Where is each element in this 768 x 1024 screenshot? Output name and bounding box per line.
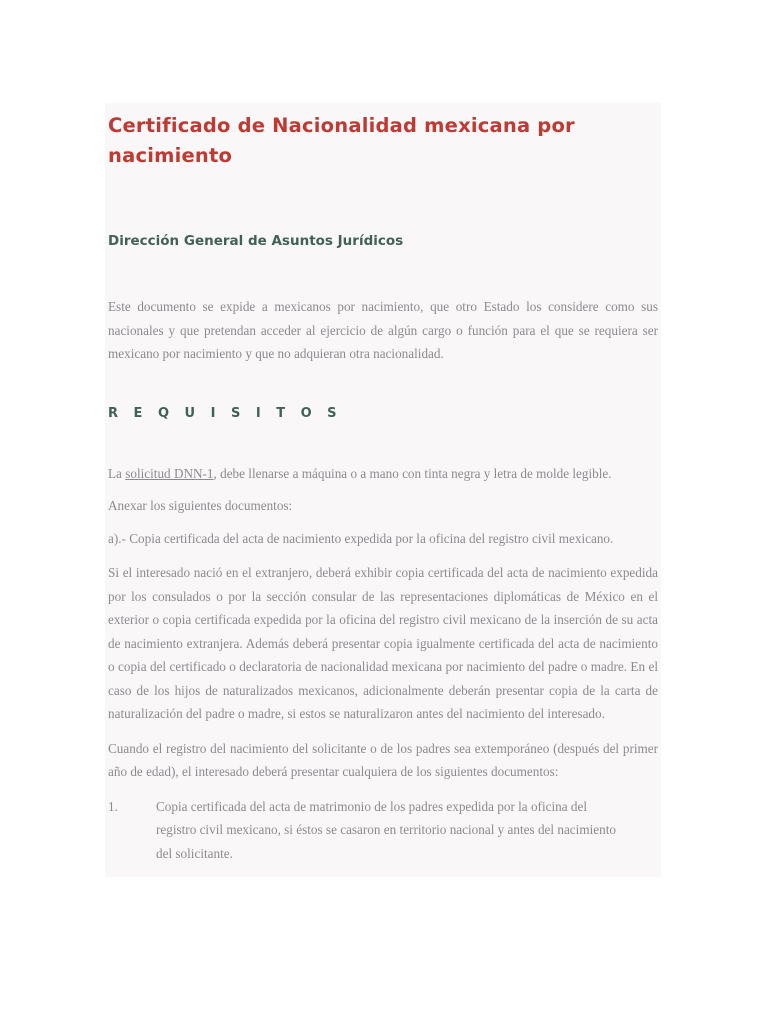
foreign-birth-paragraph: Si el interesado nació en el extranjero, deberá exhibir copia certificada del acta de nacimiento expedida por los consulados o por la sección consular de las representaciones diplomáticas de México en el exterior o copia certificada expedida por la oficina del registro civil mexicano de la inserción de su acta de nacimiento extranjera. Además deberá presentar copia igualmente certificada del acta de nacimiento o copia del certificado o declaratoria de nacionalidad mexicana por nacimiento del padre o madre. En el caso de los hijos de naturalizados mexicanos, adicionalmente deberán presentar copia de la carta de naturalización del padre o madre, si estos se naturalizaron antes del nacimiento del interesado. (108, 565, 658, 721)
solicitud-dnn1-link[interactable]: solicitud DNN-1 (125, 465, 214, 481)
document-subheading: Dirección General de Asuntos Jurídicos (108, 233, 404, 249)
requirement-solicitud-paragraph (105, 462, 661, 486)
late-registration-paragraph: Cuando el registro del nacimiento del solicitante o de los padres sea extemporáneo (después del primer año de edad), el interesado deberá presentar cualquiera de los siguientes documentos: (108, 740, 658, 779)
list-item (108, 795, 658, 866)
numbered-requirements-list (105, 784, 661, 866)
document-inner (105, 103, 661, 865)
intro-paragraph: Este documento se expide a mexicanos por nacimiento, que otro Estado los considere como sus nacionales y que pretendan acceder al ejercicio de algún cargo o función para el que se requiera ser mexicano por nacimiento y que no adquieran otra nacionalidad. (108, 299, 658, 361)
requirement-suffix-text: , debe llenarse a máquina o a mano con tinta negra y letra de molde legible. (213, 465, 612, 481)
list-item-text: Copia certificada del acta de matrimonio de los padres expedida por la oficina del registro civil mexicano, si éstos se casaron en territorio nacional y antes del nacimiento del solicitante. (156, 798, 616, 861)
spacer-after-subheading (105, 251, 661, 295)
spacer-before-requisitos (105, 366, 661, 404)
item-a-paragraph: a).- Copia certificada del acta de nacimiento expedida por la oficina del registro civil mexicano. (108, 530, 614, 546)
page-title: Certificado de Nacionalidad mexicana por nacimiento (108, 114, 575, 167)
document-content-block (105, 103, 661, 877)
list-item-marker: 1. (108, 798, 118, 814)
annex-line: Anexar los siguientes documentos: (108, 498, 293, 513)
section-heading-requisitos: R E Q U I S I T O S (108, 405, 343, 421)
requirement-prefix-text: La (108, 465, 126, 481)
spacer-after-requisitos (105, 424, 661, 462)
